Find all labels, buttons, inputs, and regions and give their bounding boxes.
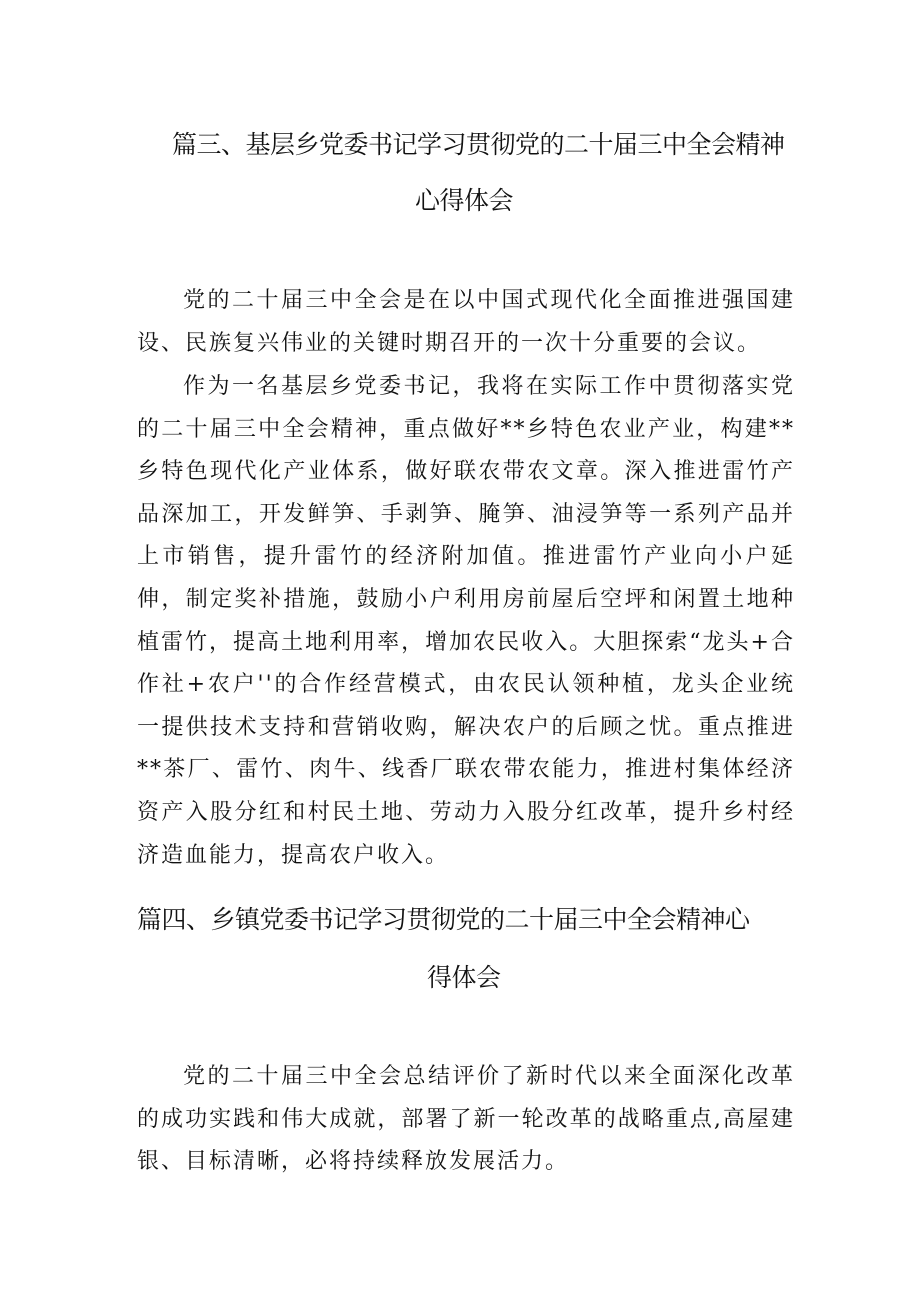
- section3-paragraph-1: 党的二十届三中全会是在以中国式现代化全面推进强国建设、民族复兴伟业的关键时期召开的一次十分重要的会议。: [137, 288, 795, 356]
- section4-title-line2: 得体会: [427, 963, 501, 992]
- section3-title-line2: 心得体会: [415, 186, 514, 215]
- section4-paragraph-1: 党的二十届三中全会总结评价了新时代以来全面深化改革的成功实践和伟大成就，部署了新一轮改革的战略重点,高屋建银、目标清晰，必将持续释放发展活力。: [137, 1064, 795, 1175]
- section3-paragraph-2: 作为一名基层乡党委书记，我将在实际工作中贯彻落实党的二十届三中全会精神，重点做好**乡特色农业产业，构建**乡特色现代化产业体系，做好联农带农文章。深入推进雷竹产品深加工，开发鲜笋、手剥笋、腌笋、油浸笋等一系列产品并上市销售，提升雷竹的经济附加值。推进雷竹产业向小户延伸，制定奖补措施，鼓励小户利用房前屋后空坪和闲置土地种植雷竹，提高土地利用率，增加农民收入。大胆探索“龙头+合作社+农户''的合作经营模式，由农民认领种植，龙头企业统一提供技术支持和营销收购，解决农户的后顾之忧。重点推进**茶厂、雷竹、肉牛、线香厂联农带农能力，推进村集体经济资产入股分红和村民土地、劳动力入股分红改革，提升乡村经济造血能力，提高农户收入。: [137, 374, 795, 868]
- section4-title-line1: 篇四、乡镇党委书记学习贯彻党的二十届三中全会精神心: [137, 905, 750, 934]
- section3-title-line1: 篇三、基层乡党委书记学习贯彻党的二十届三中全会精神: [172, 130, 785, 159]
